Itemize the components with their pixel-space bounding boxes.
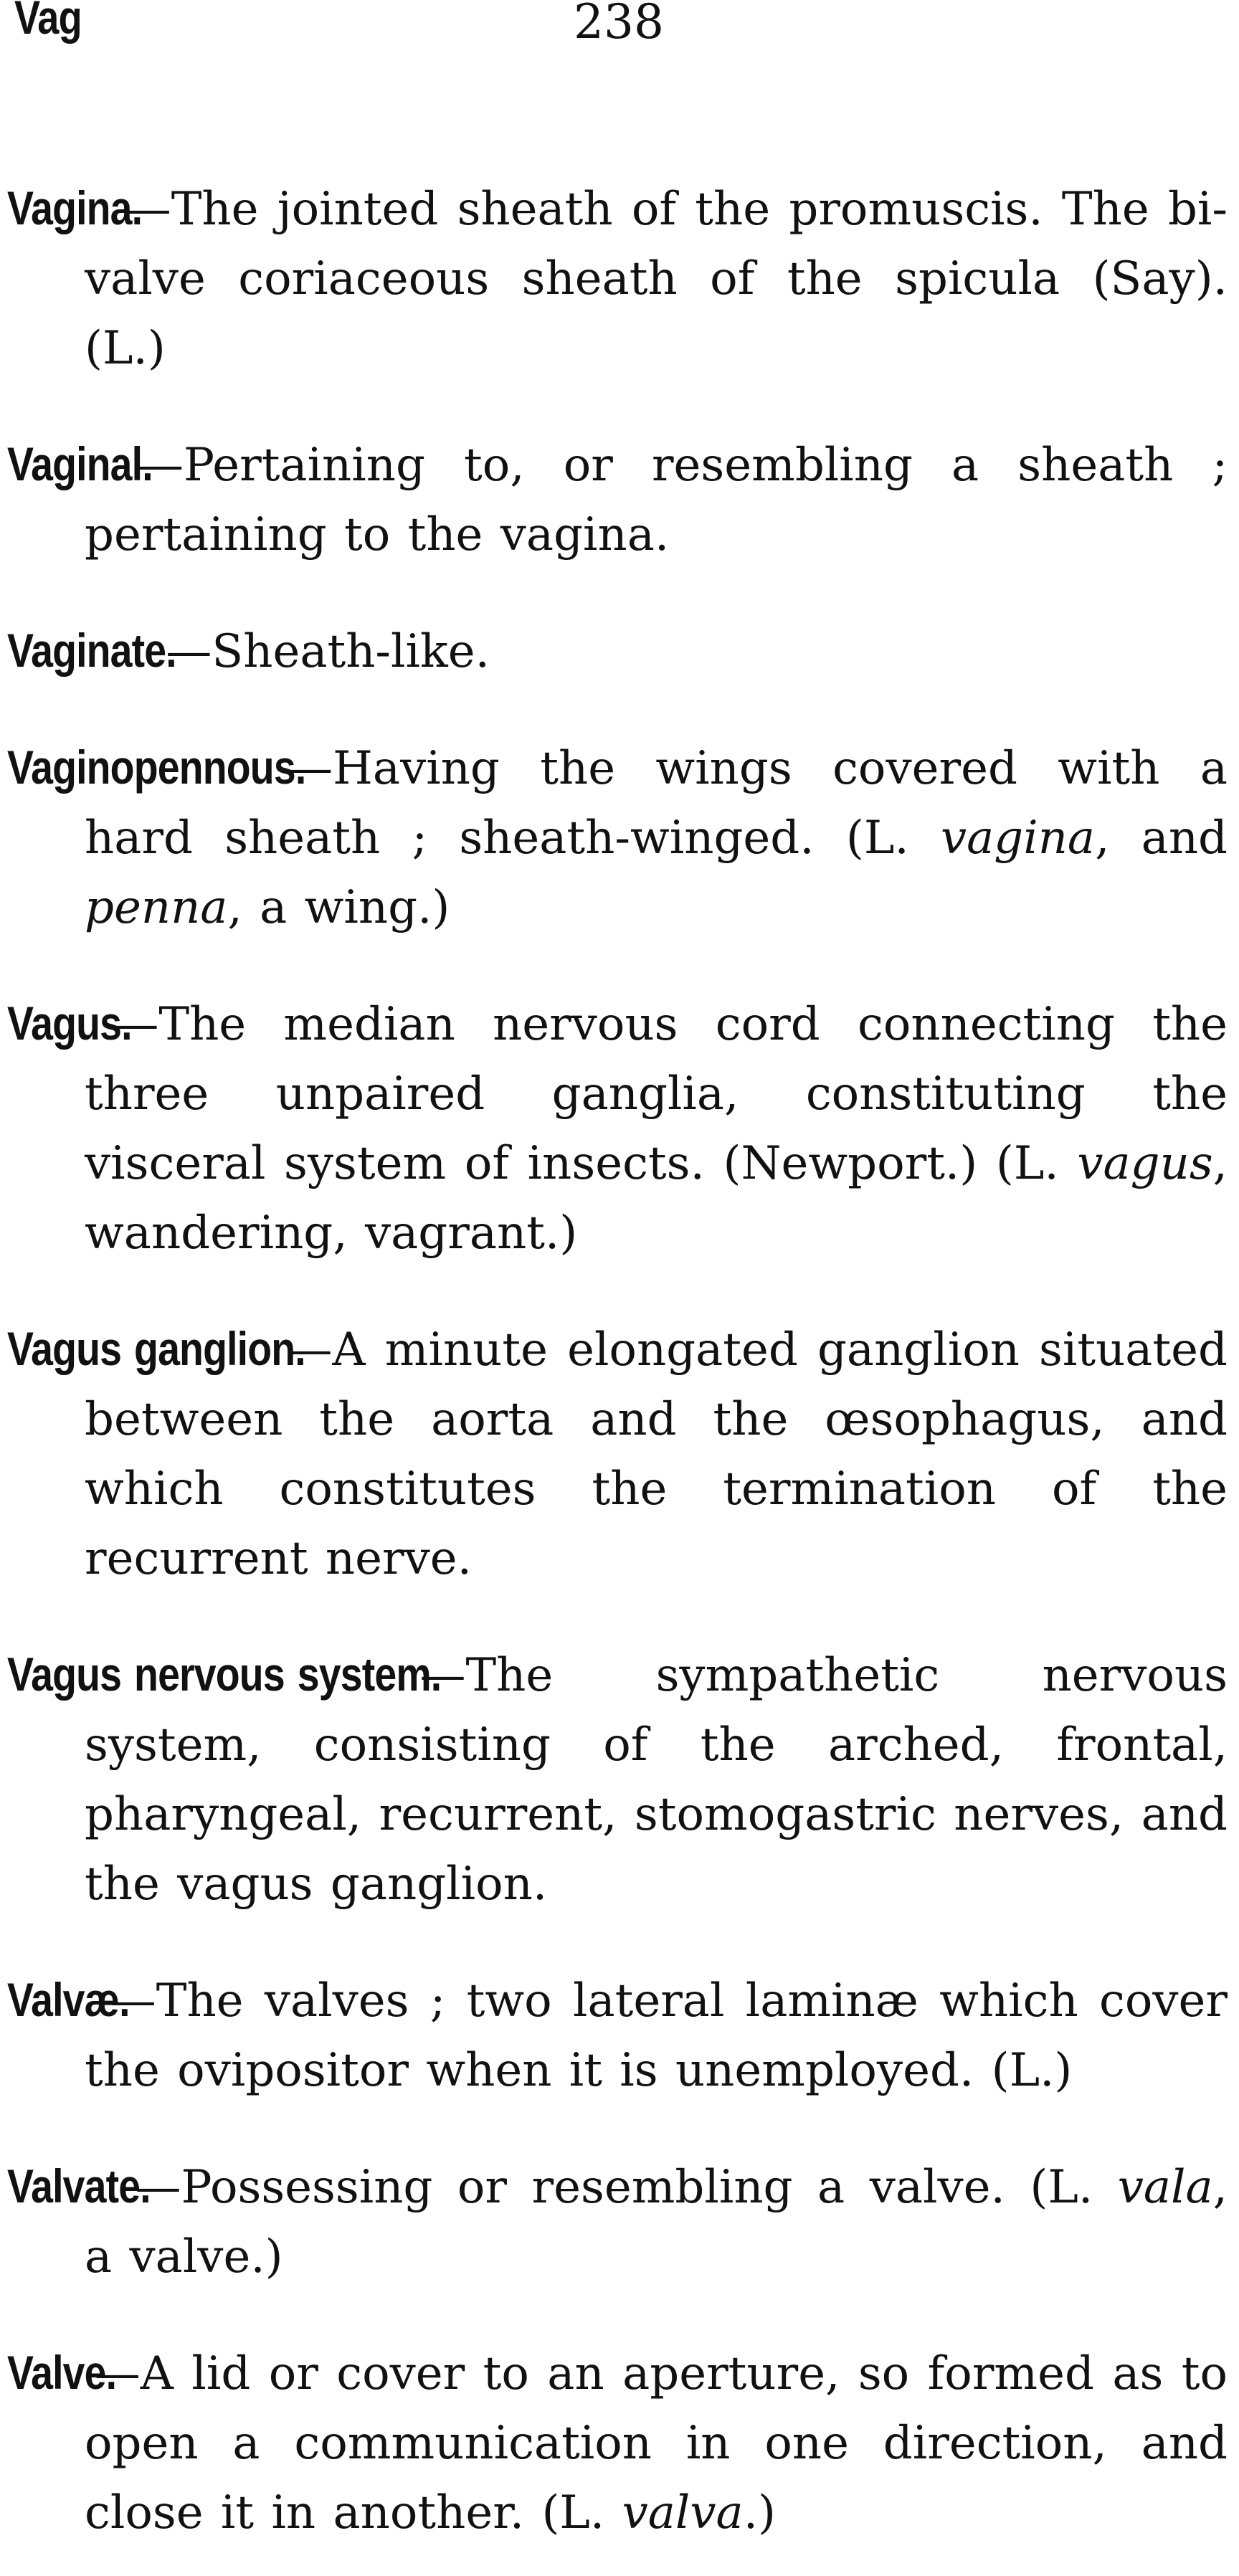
entry-definition: , a valve.): [85, 2161, 1228, 2283]
entry-definition: —Sheath-like.: [166, 625, 490, 678]
entry-definition: .): [743, 2486, 776, 2539]
entry-definition: —The median nervous cord connecting the three unpaired ganglia, constituting the visceral system of insects. (Newport.) (L.: [85, 998, 1228, 1190]
entry-definition: —Pertaining to, or resembling a sheath ; pertaining to the vagina.: [85, 439, 1228, 561]
entry-term: Vaginopennous.: [7, 741, 306, 794]
latin-word: vagina: [940, 812, 1096, 865]
entry-definition: —A minute elongated ganglion situated between the aorta and the œsophagus, and which constitutes the termination of the recurrent nerve.: [85, 1323, 1228, 1585]
latin-word: valva: [622, 2486, 744, 2539]
entry-definition: —A lid or cover to an aperture, so formed as to open a communication in one direction, and close it in another. (L.: [85, 2347, 1228, 2539]
page-header: [7, 0, 1232, 86]
entry-definition: —The jointed sheath of the promuscis. The bi-valve coriaceous sheath of the spicula (Say). (L.): [85, 183, 1228, 375]
entry-vagus: [7, 989, 1228, 1268]
entry-term: Vagus ganglion.: [7, 1322, 305, 1375]
latin-word: penna: [85, 881, 228, 934]
entry-term: Valve.: [7, 2346, 117, 2399]
entry-definition: , and: [1095, 812, 1228, 865]
entry-term: Vaginal.: [7, 437, 153, 490]
entry-term: Valvate.: [7, 2159, 151, 2213]
entry-vaginate: [7, 616, 1228, 687]
entry-valvate: [7, 2152, 1228, 2292]
running-head: Vag: [14, 0, 82, 44]
entry-definition: , a wing.): [227, 881, 450, 934]
entry-valve: [7, 2338, 1228, 2548]
entry-definition: —Having the wings covered with a hard sheath ; sheath-winged. (L.: [85, 742, 1228, 865]
entry-term: Valvæ.: [7, 1973, 130, 2026]
entry-term: Vagus.: [7, 997, 132, 1050]
entry-vaginal: [7, 429, 1228, 570]
entry-vagus-nervous-system: [7, 1640, 1228, 1919]
entry-definition: , wandering, vagrant.): [85, 1137, 1228, 1260]
glossary-entries: [7, 128, 1228, 2576]
entry-term: Vagus nervous system.: [7, 1648, 442, 1701]
entry-term: Vagina.: [7, 181, 143, 234]
entry-vaginopennous: [7, 733, 1228, 943]
entry-valvae: [7, 1965, 1228, 2106]
entry-vagina: [7, 174, 1228, 384]
entry-definition: —The sympathetic nervous system, consisting of the arched, frontal, pharyngeal, recurrent, stomogastric nerves, and the vagus ganglion.: [85, 1649, 1228, 1911]
latin-word: vala: [1117, 2161, 1213, 2214]
entry-term: Vaginate.: [7, 624, 176, 677]
page-number: 238: [574, 0, 664, 49]
entry-vagus-ganglion: [7, 1314, 1228, 1594]
entry-definition: —The valves ; two lateral laminæ which cover the ovipositor when it is unemployed. (L.): [85, 1974, 1228, 2097]
entry-definition: —Possessing or resembling a valve. (L.: [135, 2161, 1118, 2214]
latin-word: vagus: [1077, 1137, 1213, 1190]
